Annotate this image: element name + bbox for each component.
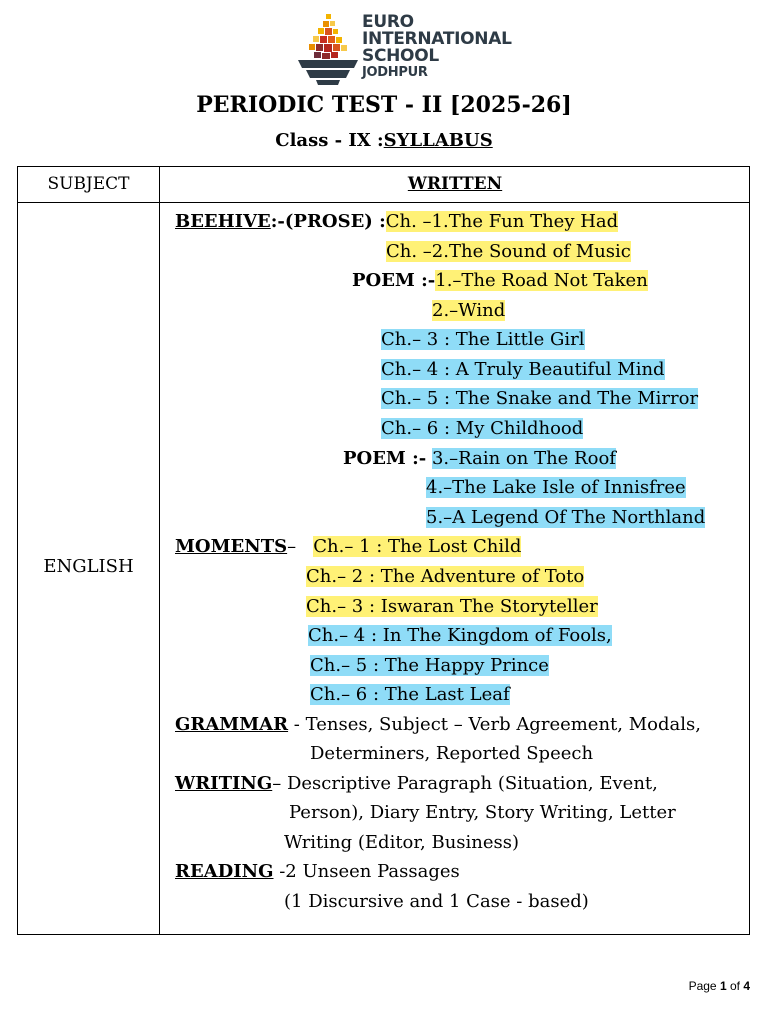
poem-2-item-2: 4.–The Lake Isle of Innisfree (426, 477, 686, 498)
moments-chapter-2-line (306, 564, 584, 590)
poem-1-line (352, 268, 648, 294)
moments-chapter-5: Ch.– 5 : The Happy Prince (310, 655, 549, 676)
beehive-chapter-6: Ch.– 6 : My Childhood (381, 418, 584, 439)
writing-line-3: Writing (Editor, Business) (284, 832, 520, 853)
reading-text-1: -2 Unseen Passages (273, 861, 460, 882)
school-name-line-1: EURO (362, 12, 414, 32)
beehive-chapter-5: Ch.– 5 : The Snake and The Mirror (381, 388, 699, 409)
moments-chapter-4: Ch.– 4 : In The Kingdom of Fools, (308, 625, 612, 646)
moments-line (175, 534, 521, 560)
moments-chapter-5-line (310, 653, 549, 679)
header-written (160, 166, 750, 202)
header-subject: SUBJECT (47, 174, 130, 194)
beehive-label: BEEHIVE (175, 211, 271, 232)
moments-chapter-2: Ch.– 2 : The Adventure of Toto (306, 566, 585, 587)
page-word: Page (688, 979, 720, 993)
grammar-label: GRAMMAR (175, 714, 289, 735)
poem-2-item-1: 3.–Rain on The Roof (431, 448, 616, 469)
school-logo (296, 12, 516, 86)
prose-label: PROSE) : (293, 211, 386, 232)
writing-line-1 (175, 771, 658, 797)
poem-2-item-3-line (426, 505, 705, 531)
table-border-bottom (17, 934, 750, 935)
moments-chapter-3-line (306, 594, 598, 620)
reading-line-2: (1 Discursive and 1 Case - based) (284, 891, 589, 912)
table-header-divider (17, 202, 750, 203)
poem-1-item-1: 1.–The Road Not Taken (435, 270, 648, 291)
beehive-chapter-4-line (381, 357, 665, 383)
school-name (362, 14, 512, 80)
writing-text-1: – Descriptive Paragraph (Situation, Event, (272, 773, 658, 794)
subtitle-class: Class - IX : (275, 130, 384, 151)
beehive-chapter-5-line (381, 386, 698, 412)
page-total: 4 (743, 979, 750, 993)
header-written-label: WRITTEN (407, 174, 503, 194)
moments-chapter-1: Ch.– 1 : The Lost Child (313, 536, 522, 557)
poem-2-label: POEM :- (343, 448, 427, 469)
moments-chapter-6-line (310, 682, 510, 708)
beehive-separator: :-( (270, 211, 294, 232)
prose-chapter-2: Ch. –2.The Sound of Music (386, 241, 631, 262)
page-title: PERIODIC TEST - II [2025-26] (196, 92, 572, 118)
table-border-left (17, 166, 18, 935)
school-name-line-3: SCHOOL (362, 46, 439, 66)
subject-english: ENGLISH (43, 556, 134, 577)
poem-1-item-2: 2.–Wind (432, 300, 506, 321)
page-of-word: of (726, 979, 744, 993)
grammar-line-2: Determiners, Reported Speech (310, 743, 594, 764)
writing-line-2: Person), Diary Entry, Story Writing, Letter (289, 802, 676, 823)
beehive-prose-line (175, 209, 618, 235)
moments-label: MOMENTS (175, 536, 288, 557)
beehive-chapter-3: Ch.– 3 : The Little Girl (381, 329, 585, 350)
poem-1-label: POEM :- (352, 270, 436, 291)
writing-label: WRITING (175, 773, 273, 794)
moments-chapter-3: Ch.– 3 : Iswaran The Storyteller (306, 596, 598, 617)
page-current: 1 (719, 979, 727, 993)
moments-dash: – (287, 536, 297, 557)
reading-line-1 (175, 859, 460, 885)
moments-chapter-6: Ch.– 6 : The Last Leaf (310, 684, 510, 705)
grammar-text-1: - Tenses, Subject – Verb Agreement, Modals, (288, 714, 701, 735)
page-subtitle (0, 130, 768, 151)
subtitle-syllabus: SYLLABUS (383, 130, 493, 151)
poem-2-item-3: 5.–A Legend Of The Northland (426, 507, 706, 528)
prose-chapter-2-line (386, 239, 631, 265)
beehive-chapter-4: Ch.– 4 : A Truly Beautiful Mind (381, 359, 665, 380)
poem-1-item-2-line (432, 298, 505, 324)
poem-2-line (343, 446, 616, 472)
school-city: JODHPUR (362, 65, 428, 80)
school-name-line-2: INTERNATIONAL (362, 29, 512, 49)
prose-chapter-1: Ch. –1.The Fun They Had (385, 211, 619, 232)
page-number (689, 979, 750, 993)
table-column-divider (159, 166, 160, 935)
beehive-chapter-3-line (381, 327, 585, 353)
beehive-chapter-6-line (381, 416, 583, 442)
school-crest-icon (296, 12, 360, 86)
grammar-line-1 (175, 712, 701, 738)
reading-label: READING (175, 861, 274, 882)
table-border-right (749, 166, 750, 935)
poem-2-item-2-line (426, 475, 686, 501)
moments-chapter-4-line (308, 623, 612, 649)
